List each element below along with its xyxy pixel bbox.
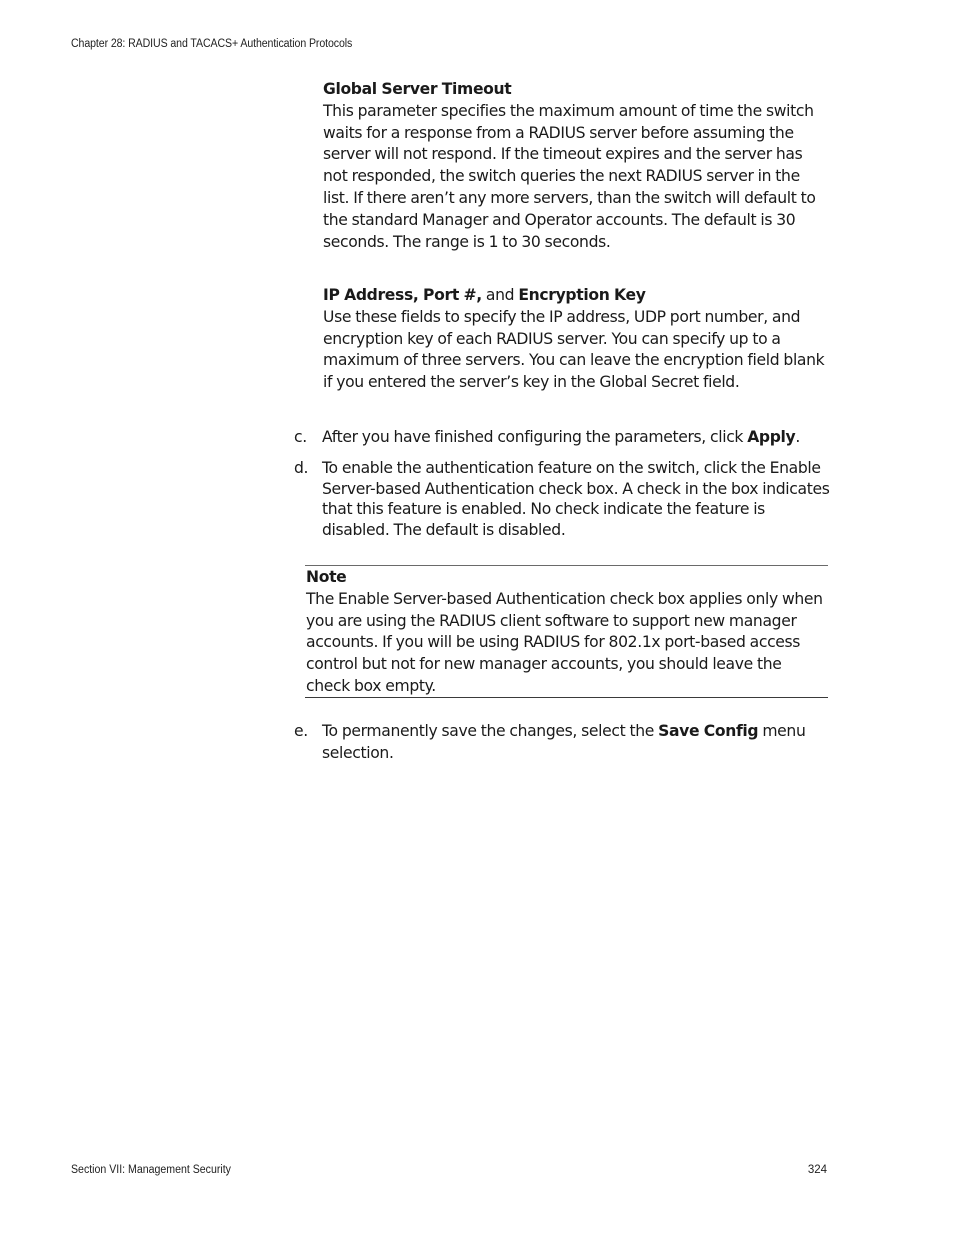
param-title-part3: Encryption Key <box>518 286 646 304</box>
page-number: 324 <box>807 1164 827 1176</box>
param-title: Global Server Timeout <box>323 80 512 98</box>
step-c <box>294 427 834 449</box>
step-text-after: . <box>795 428 800 446</box>
step-marker: d. <box>294 459 309 477</box>
running-head: Chapter 28: RADIUS and TACACS+ Authentication Protocols <box>71 38 353 50</box>
note-body: The Enable Server-based Authentication check box applies only when you are using the RADIUS client software to support new manager accounts. If you will be using RADIUS for 802.1x port-based access control but not for new manager accounts, you should leave the check box empty. <box>306 589 823 695</box>
step-text <box>322 721 834 765</box>
step-text-before: After you have finished configuring the parameters, click <box>322 428 748 446</box>
step-text-before: To permanently save the changes, select the <box>322 722 659 740</box>
param-description: Use these fields to specify the IP address, UDP port number, and encryption key of each RADIUS server. You can specify up to a maximum of three servers. You can leave the encryption field blank if you entered the server’s key in the Global Secret field. <box>323 307 825 392</box>
step-e <box>294 721 834 765</box>
note-title: Note <box>306 568 347 586</box>
apply-keyword: Apply <box>747 428 796 446</box>
note-box <box>305 565 828 698</box>
param-ip-address-port-key <box>323 285 828 394</box>
step-marker: c. <box>294 428 307 446</box>
save-config-keyword: Save Config <box>658 722 759 740</box>
param-title <box>323 285 828 307</box>
step-text-after: menu selection. <box>322 722 806 762</box>
param-title-part1: IP Address, Port #, <box>323 286 482 304</box>
step-marker: e. <box>294 722 308 740</box>
step-d <box>294 458 834 540</box>
param-title-part2: and <box>481 286 519 304</box>
step-text: To enable the authentication feature on the switch, click the Enable Server-based Authentication check box. A check in the box indicates that this feature is enabled. No check indicate the feature is disabled. The default is disabled. <box>322 459 830 539</box>
footer-section: Section VII: Management Security <box>71 1164 231 1176</box>
note-content <box>306 567 829 698</box>
param-description: This parameter specifies the maximum amount of time the switch waits for a response from a RADIUS server before assuming the server will not respond. If the timeout expires and the server has not responded, the switch queries the next RADIUS server in the list. If there aren’t any more servers, than the switch will default to the standard Manager and Operator accounts. The default is 30 seconds. The range is 1 to 30 seconds. <box>323 101 816 251</box>
step-text <box>322 427 834 449</box>
param-global-server-timeout <box>323 79 828 253</box>
